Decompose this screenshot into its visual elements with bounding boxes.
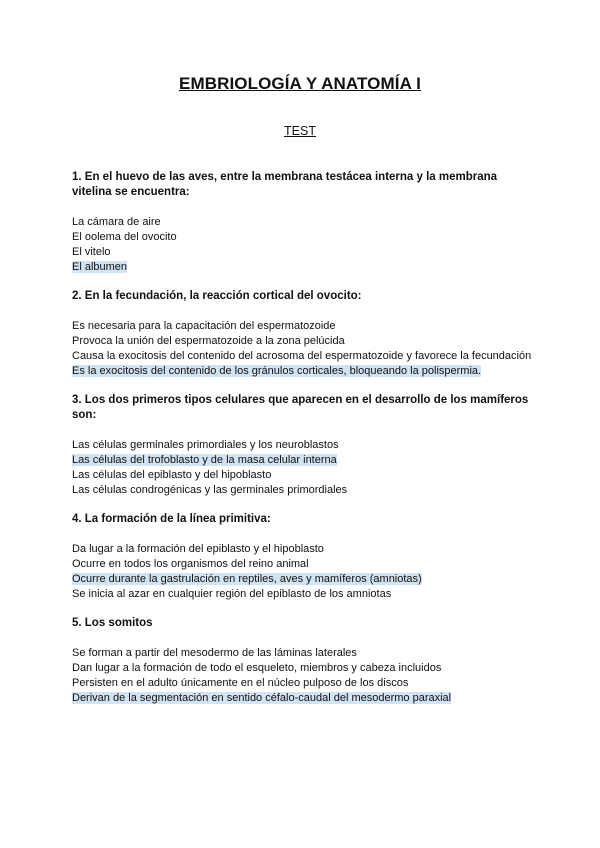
answer-option: Las células del epiblasto y del hipoblasto [72,469,272,481]
answer-option: Da lugar a la formación del epiblasto y el hipoblasto [72,543,324,555]
question-text: 4. La formación de la línea primitiva: [72,513,271,525]
question-block [72,616,532,706]
answer-option-highlighted: Es la exocitosis del contenido de los gránulos corticales, bloqueando la polispermia. [72,365,482,377]
answer-option-highlighted: Ocurre durante la gastrulación en reptiles, aves y mamíferos (amniotas) [72,573,422,585]
document-subtitle: TEST [284,124,316,138]
answer-option-highlighted: Las células del trofoblasto y de la masa celular interna [72,454,337,466]
answer-option: El vitelo [72,246,111,258]
question-block [72,512,532,602]
answer-option: Se inicia al azar en cualquier región del epiblasto de los amniotas [72,588,392,600]
question-block [72,170,532,275]
answer-option: El oolema del ovocito [72,231,177,243]
question-block [72,289,532,379]
answer-option: Persisten en el adulto únicamente en el núcleo pulposo de los discos [72,677,409,689]
question-list [72,170,532,720]
question-text: 1. En el huevo de las aves, entre la membrana testácea interna y la membrana vitelina se encuentra: [72,171,498,198]
answer-option-highlighted: Derivan de la segmentación en sentido céfalo-caudal del mesodermo paraxial [72,692,452,704]
answer-option: Es necesaria para la capacitación del espermatozoide [72,320,336,332]
answer-option: La cámara de aire [72,216,161,228]
answer-option: Dan lugar a la formación de todo el esqueleto, miembros y cabeza incluidos [72,662,442,674]
answer-option: Provoca la unión del espermatozoide a la zona pelúcida [72,335,345,347]
question-block [72,393,532,498]
question-text: 3. Los dos primeros tipos celulares que aparecen en el desarrollo de los mamíferos son: [72,394,529,421]
question-text: 5. Los somitos [72,617,153,629]
answer-option: Las células germinales primordiales y los neuroblastos [72,439,339,451]
answer-option: Las células condrogénicas y las germinales primordiales [72,484,348,496]
document-title: EMBRIOLOGÍA Y ANATOMÍA I [179,74,421,93]
answer-option: Causa la exocitosis del contenido del acrosoma del espermatozoide y favorece la fecundación [72,350,532,362]
question-text: 2. En la fecundación, la reacción cortical del ovocito: [72,290,362,302]
answer-option: Ocurre en todos los organismos del reino animal [72,558,309,570]
answer-option-highlighted: El albumen [72,261,128,273]
answer-option: Se forman a partir del mesodermo de las láminas laterales [72,647,357,659]
